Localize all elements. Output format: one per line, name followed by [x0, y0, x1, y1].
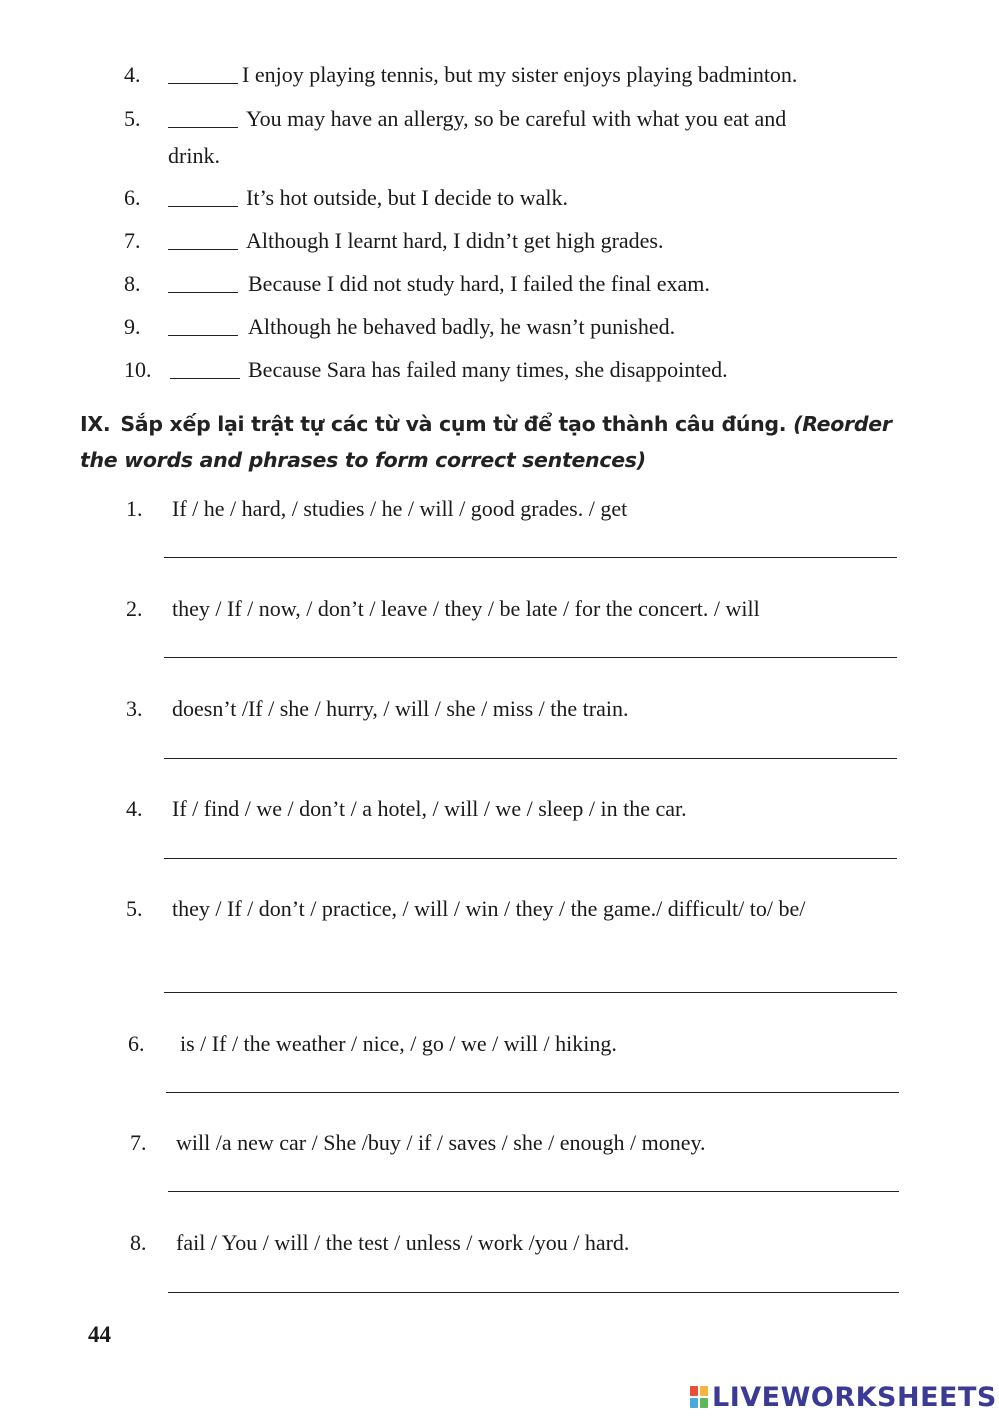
- scrambled-words: is / If / the weather / nice, / go / we / will / hiking.: [180, 1031, 617, 1056]
- item-number: 7.: [124, 228, 141, 253]
- logo-text: LIVEWORKSHEETS: [712, 1381, 997, 1413]
- answer-line[interactable]: [164, 992, 897, 993]
- statement-text: It’s hot outside, but I decide to walk.: [246, 185, 568, 210]
- scrambled-words: doesn’t /If / she / hurry, / will / she / miss / the train.: [172, 696, 629, 721]
- item-number: 2.: [126, 596, 143, 621]
- section-title: Sắp xếp lại trật tự các từ và cụm từ để tạo thành câu đúng.: [120, 412, 787, 436]
- answer-blank[interactable]: [168, 111, 238, 128]
- scrambled-words: will /a new car / She /buy / if / saves / she / enough / money.: [176, 1130, 706, 1155]
- item-number: 10.: [124, 357, 152, 382]
- logo-squares-icon: [690, 1386, 708, 1408]
- item-number: 6.: [128, 1031, 145, 1056]
- scrambled-words: they / If / now, / don’t / leave / they / be late / for the concert. / will: [172, 596, 760, 621]
- answer-blank[interactable]: [170, 362, 240, 379]
- answer-blank[interactable]: [168, 276, 238, 293]
- item-number: 8.: [124, 271, 141, 296]
- statement-text: Because Sara has failed many times, she disappointed.: [248, 357, 728, 382]
- item-number: 1.: [126, 496, 143, 521]
- statement-text: You may have an allergy, so be careful with what you eat and: [246, 106, 787, 131]
- scrambled-words: they / If / don’t / practice, / will / win / they / the game./ difficult/ to/ be/: [172, 896, 806, 921]
- item-number: 5.: [126, 896, 143, 921]
- answer-line[interactable]: [164, 858, 897, 859]
- answer-blank[interactable]: [168, 190, 238, 207]
- answer-line[interactable]: [164, 758, 897, 759]
- statement-continuation: drink.: [168, 143, 220, 168]
- scrambled-words: fail / You / will / the test / unless / work /you / hard.: [176, 1230, 630, 1255]
- item-number: 7.: [130, 1130, 147, 1155]
- item-number: 8.: [130, 1230, 147, 1255]
- item-number: 9.: [124, 314, 141, 339]
- statement-text: Because I did not study hard, I failed the final exam.: [248, 271, 710, 296]
- answer-blank[interactable]: [168, 67, 238, 84]
- liveworksheets-logo: [690, 1382, 997, 1412]
- item-number: 4.: [124, 62, 141, 87]
- item-number: 4.: [126, 796, 143, 821]
- answer-blank[interactable]: [168, 233, 238, 250]
- item-number: 3.: [126, 696, 143, 721]
- section-heading: [80, 406, 930, 478]
- page-number: 44: [88, 1322, 111, 1347]
- scrambled-words: If / he / hard, / studies / he / will / good grades. / get: [172, 496, 628, 521]
- item-number: 6.: [124, 185, 141, 210]
- scrambled-words: If / find / we / don’t / a hotel, / will / we / sleep / in the car.: [172, 796, 687, 821]
- answer-line[interactable]: [168, 1292, 899, 1293]
- answer-line[interactable]: [164, 557, 897, 558]
- answer-line[interactable]: [166, 1092, 899, 1093]
- answer-line[interactable]: [168, 1191, 899, 1192]
- item-number: 5.: [124, 106, 141, 131]
- answer-line[interactable]: [164, 657, 897, 658]
- section-title-english: (Reorder the words and phrases to form correct sentences): [80, 412, 892, 472]
- statement-text: Although I learnt hard, I didn’t get high grades.: [246, 228, 664, 253]
- answer-blank[interactable]: [168, 319, 238, 336]
- section-number: IX.: [80, 412, 111, 436]
- statement-text: I enjoy playing tennis, but my sister enjoys playing badminton.: [242, 62, 798, 87]
- statement-text: Although he behaved badly, he wasn’t punished.: [248, 314, 676, 339]
